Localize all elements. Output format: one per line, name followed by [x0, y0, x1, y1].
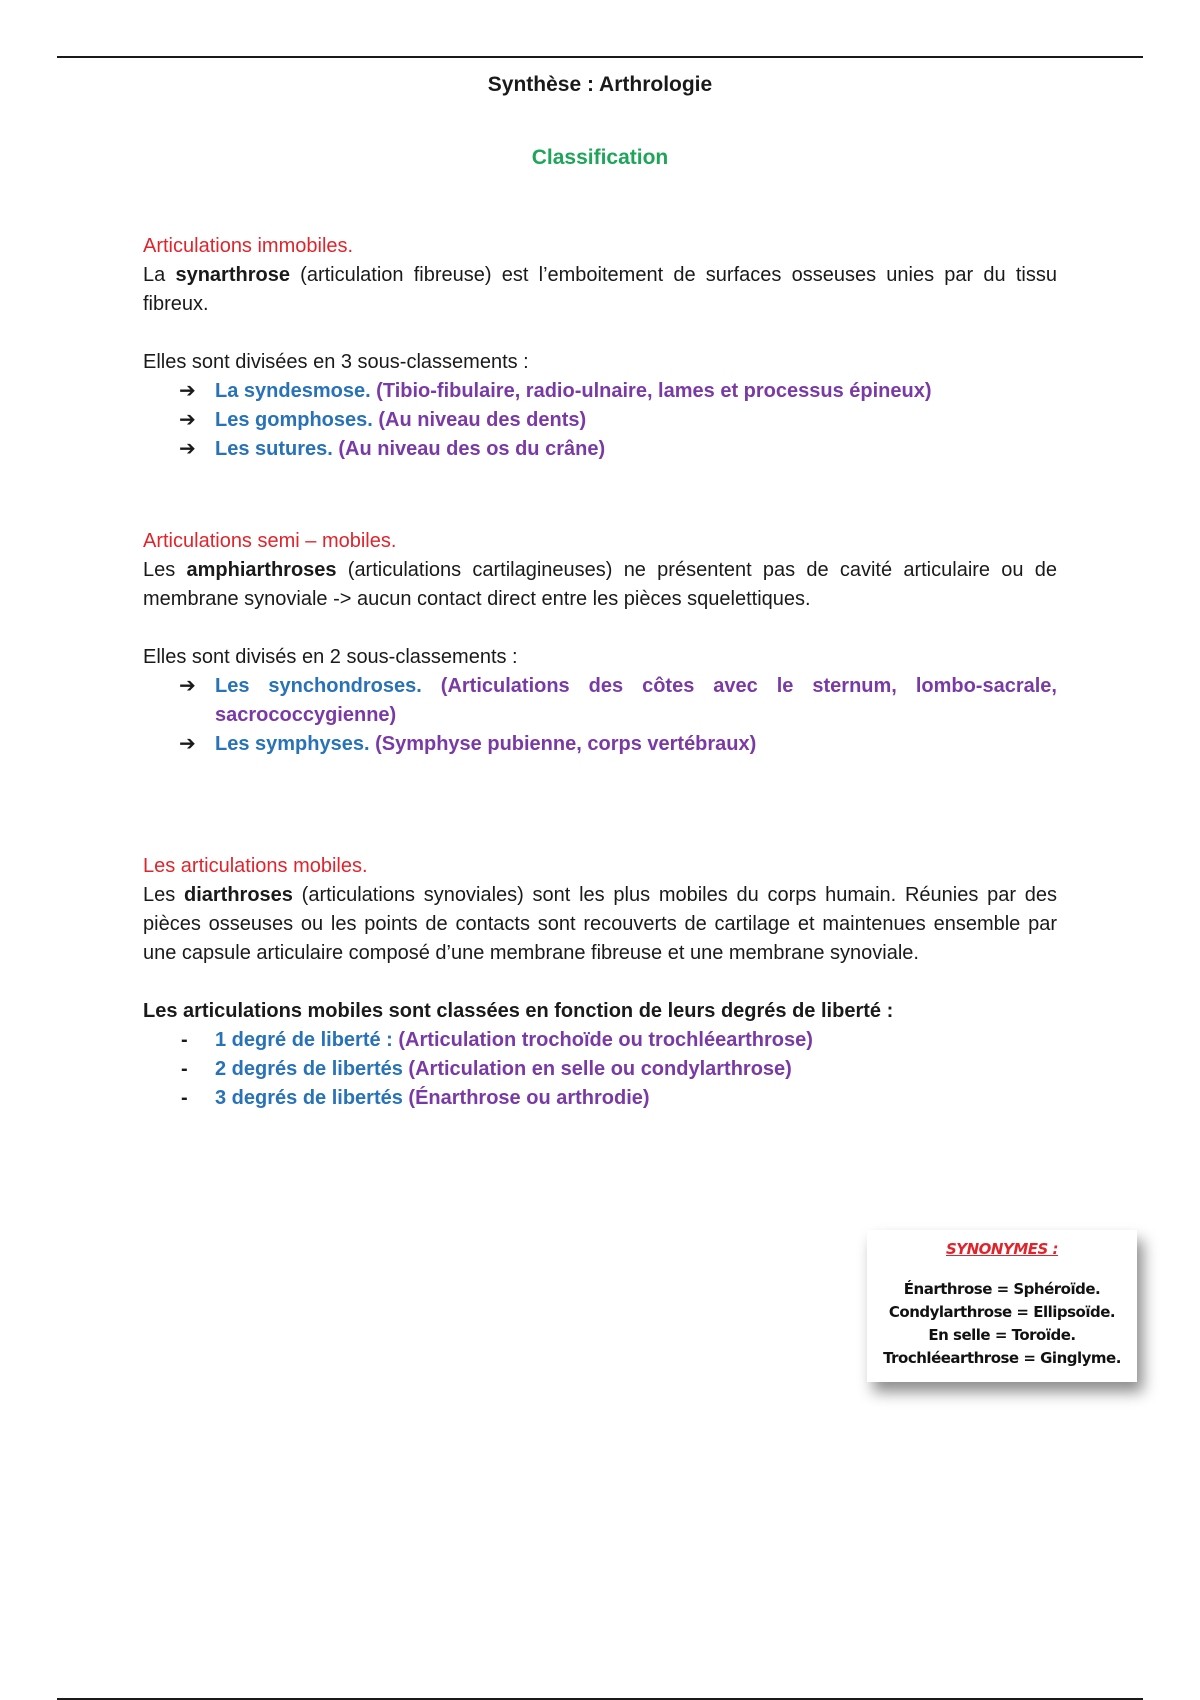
list-item-term: La syndesmose.: [215, 380, 371, 402]
list-item-term: 3 degrés de libertés: [215, 1087, 403, 1109]
paragraph-bold-term: diarthroses: [183, 884, 293, 906]
list-item-term: 2 degrés de libertés: [215, 1058, 403, 1080]
dash-icon: -: [181, 1058, 188, 1080]
paragraph-text: (articulations synoviales) sont les plus mobiles du corps humain. Réunies par des pièces osseuses ou les points de contacts sont recouverts de cartilage et maintenues ensemble par une capsule articulaire composé d’une membrane fibreuse et une membrane synoviale.: [143, 884, 1057, 964]
subclass-list: [143, 672, 1057, 759]
list-item-desc: (Symphyse pubienne, corps vertébraux): [369, 733, 757, 755]
paragraph-text: (articulation fibreuse) est l’emboitement de surfaces osseuses unies par du tissu fibreux.: [143, 264, 1057, 315]
list-item-desc: (Énarthrose ou arthrodie): [402, 1087, 650, 1109]
list-item: [143, 1084, 1057, 1113]
section-semi-mobiles: [143, 527, 1057, 759]
paragraph-bold-term: amphiarthroses: [186, 559, 337, 581]
arrow-icon: ➔: [179, 733, 196, 755]
synonyms-title: SYNONYMES :: [945, 1240, 1059, 1258]
list-item-desc: (Articulations des côtes avec le sternum, lombo-sacrale, sacrococcygienne): [215, 675, 1057, 726]
degrees-list: [143, 1026, 1057, 1113]
list-item-term: Les gomphoses.: [215, 409, 373, 431]
paragraph-text: (articulations cartilagineuses) ne présentent pas de cavité articulaire ou de membrane synoviale -> aucun contact direct entre les pièces squelettiques.: [143, 559, 1057, 610]
section-heading: Articulations immobiles.: [143, 235, 354, 257]
paragraph-text: Les: [143, 559, 187, 581]
list-item: [143, 1055, 1057, 1084]
list-item-term: Les synchondroses.: [215, 675, 422, 697]
arrow-icon: ➔: [179, 380, 196, 402]
paragraph-text: Les: [143, 884, 184, 906]
section-paragraph: [143, 261, 1057, 319]
top-rule: [57, 56, 1143, 58]
list-item: [143, 406, 1057, 435]
paragraph-text: La: [143, 264, 176, 286]
list-item-desc: (Au niveau des os du crâne): [332, 438, 606, 460]
arrow-icon: ➔: [179, 438, 196, 460]
synonyms-box: [867, 1230, 1137, 1382]
list-item: [143, 1026, 1057, 1055]
arrow-icon: ➔: [179, 675, 196, 697]
list-intro: Elles sont divisés en 2 sous-classements :: [143, 646, 518, 668]
list-item-desc: (Articulation en selle ou condylarthrose): [402, 1058, 792, 1080]
paragraph-bold-term: synarthrose: [175, 264, 290, 286]
section-mobiles: [143, 852, 1057, 1113]
list-lead: Les articulations mobiles sont classées en fonction de leurs degrés de liberté :: [143, 1000, 894, 1022]
list-item: [143, 377, 1057, 406]
synonym-line: Condylarthrose = Ellipsoïde.: [888, 1303, 1116, 1321]
synonyms-list: [867, 1278, 1137, 1370]
subclass-list: [143, 377, 1057, 464]
document-subtitle: Classification: [531, 146, 669, 169]
list-item-desc: (Au niveau des dents): [372, 409, 587, 431]
synonym-line: En selle = Toroïde.: [928, 1326, 1076, 1344]
dash-icon: -: [181, 1029, 188, 1051]
synonym-line: Énarthrose = Sphéroïde.: [903, 1280, 1101, 1298]
section-heading: Les articulations mobiles.: [143, 855, 368, 877]
section-paragraph: [143, 556, 1057, 614]
list-item: [143, 672, 1057, 730]
synonym-line: Trochléearthrose = Ginglyme.: [883, 1349, 1121, 1367]
list-intro: Elles sont divisées en 3 sous-classements :: [143, 351, 529, 373]
list-item-term: 1 degré de liberté :: [215, 1029, 393, 1051]
section-immobiles: [143, 232, 1057, 464]
document-title: Synthèse : Arthrologie: [487, 73, 713, 96]
section-paragraph: [143, 881, 1057, 968]
list-item-term: Les sutures.: [215, 438, 333, 460]
list-item-desc: (Articulation trochoïde ou trochléearthrose): [392, 1029, 813, 1051]
list-item: [143, 730, 1057, 759]
arrow-icon: ➔: [179, 409, 196, 431]
dash-icon: -: [181, 1087, 188, 1109]
list-item-desc: (Tibio-fibulaire, radio-ulnaire, lames et processus épineux): [370, 380, 932, 402]
list-item: [143, 435, 1057, 464]
section-heading: Articulations semi – mobiles.: [143, 530, 397, 552]
list-item-term: Les symphyses.: [215, 733, 370, 755]
